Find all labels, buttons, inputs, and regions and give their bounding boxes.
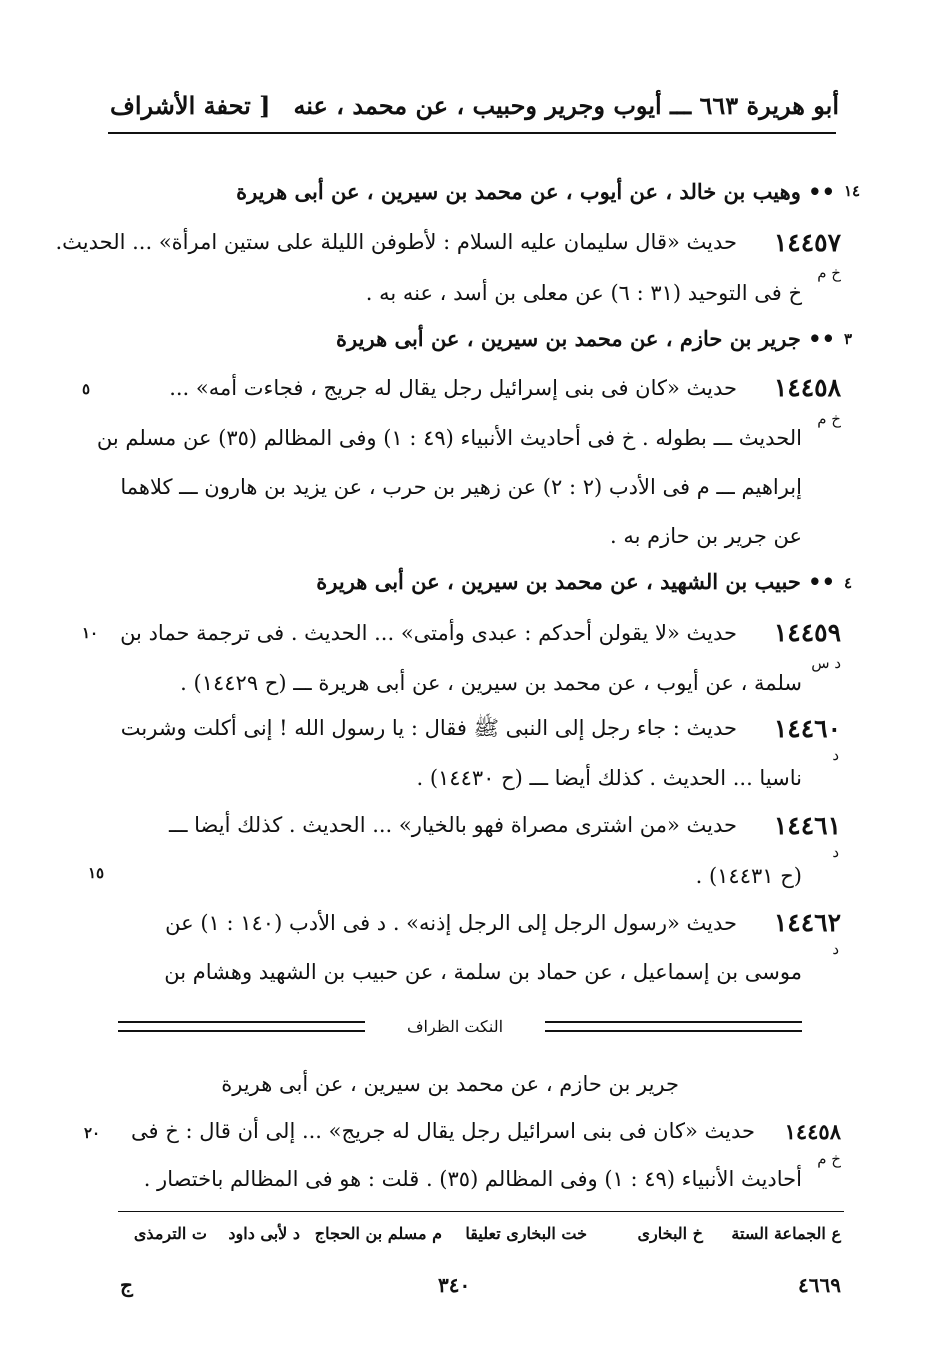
hadith-line: (ح ١٤٤٣١) . [695,864,802,888]
hadith-line: حديث «لا يقولن أحدكم : عبدى وأمتى» ... الحديث . فى ترجمة حماد بن [120,621,737,645]
margin-number: ٤ [844,574,853,592]
hadith-line: إبراهيم ـــ م فى الأدب (٢ : ٢) عن زهير بن حرب ، عن يزيد بن هارون ـــ كلاهما [120,475,802,499]
source-sigla: خ م [817,264,841,282]
source-sigla: خ م [817,410,841,428]
chain-heading: •• وهيب بن خالد ، عن أيوب ، عن محمد بن سيرين ، عن أبى هريرة [236,179,835,204]
hadith-number: ١٤٤٥٨ [773,373,841,402]
abbreviation-key: خت البخارى تعليقا [465,1224,587,1243]
hadith-line: ناسيا ... الحديث . كذلك أيضا ـــ (ح ١٤٤٣٠) . [416,766,802,790]
abbreviation-key: د لأبى داود [228,1224,300,1243]
hadith-line: حديث «من اشترى مصراة فهو بالخيار» ... الحديث . كذلك أيضا ـــ [169,813,737,837]
hadith-number: ١٤٤٥٨ [784,1119,841,1144]
abbreviation-key: ت الترمذى [133,1224,207,1243]
source-sigla: د [832,940,839,958]
hadith-line: عن جرير بن حازم به . [609,524,802,548]
margin-number: ١٥ [88,864,105,882]
margin-number: ١٤ [844,182,861,200]
hadith-line: موسى بن إسماعيل ، عن حماد بن سلمة ، عن حبيب بن الشهيد وهشام بن [164,960,802,984]
chain-heading: جرير بن حازم ، عن محمد بن سيرين ، عن أبى هريرة [221,1072,679,1096]
abbreviation-key: م مسلم بن الحجاج [314,1224,442,1243]
hadith-line: حديث «قال سليمان عليه السلام : لأطوفن الليلة على ستين امرأة» ... الحديث. [55,230,737,254]
hadith-number: ١٤٤٥٩ [773,618,841,647]
hadith-number: ١٤٤٥٧ [773,228,841,257]
source-sigla: د [832,843,839,861]
running-header-left: [ تحفة الأشراف [110,91,271,120]
header-rule [108,132,836,134]
hadith-line: حديث : جاء رجل إلى النبى ﷺ فقال : يا رسول الله ! إنى أكلت وشربت [120,716,737,740]
abbreviation-key: خ البخارى [637,1224,703,1243]
source-sigla: د س [811,654,841,672]
signature-mark: ج [120,1273,133,1297]
source-sigla: د [832,746,839,764]
chain-heading: •• حبيب بن الشهيد ، عن محمد بن سيرين ، عن أبى هريرة [316,569,835,594]
hadith-line: حديث «كان فى بنى إسرائيل رجل يقال له جريج ، فجاءت أمه» ... [169,376,737,400]
hadith-line: سلمة ، عن أيوب ، عن محمد بن سيرين ، عن أبى هريرة ـــ (ح ١٤٤٢٩) . [180,671,802,695]
hadith-line: خ فى التوحيد (٣١ : ٦) عن معلى بن أسد ، عنه به . [365,281,802,305]
margin-number: ٣ [844,330,853,348]
margin-number: ١٠ [82,624,99,642]
entry-number: ٤٦٦٩ [798,1273,841,1297]
abbreviation-key: ع الجماعة الستة [731,1224,841,1243]
margin-number: ٥ [82,380,91,398]
hadith-number: ١٤٤٦١ [773,811,841,840]
hadith-number: ١٤٤٦٠ [773,714,841,743]
page-number: ٣٤٠ [438,1273,471,1297]
nukat-label: النكت الظراف [365,1014,545,1040]
hadith-number: ١٤٤٦٢ [773,908,841,937]
source-sigla: خ م [817,1150,841,1168]
margin-number: ٢٠ [84,1124,101,1142]
footer-rule [118,1211,844,1212]
hadith-line: أحاديث الأنبياء (٤٩ : ١) وفى المظالم (٣٥) . قلت : هو فى المظالم باختصار . [143,1167,802,1191]
hadith-line: الحديث ـــ بطوله . خ فى أحاديث الأنبياء (٤٩ : ١) وفى المظالم (٣٥) عن مسلم بن [96,426,802,450]
chain-heading: •• جرير بن حازم ، عن محمد بن سيرين ، عن أبى هريرة [336,326,835,351]
hadith-line: حديث «كان فى بنى اسرائيل رجل يقال له جريج» ... إلى أن قال : خ فى [131,1119,755,1143]
hadith-line: حديث «رسول الرجل إلى الرجل إذنه» . د فى الأدب (١٤٠ : ١) عن [165,911,737,935]
running-header-right: أبو هريرة ٦٦٣ ـــ أيوب وجرير وحبيب ، عن محمد ، عنه [293,91,839,120]
